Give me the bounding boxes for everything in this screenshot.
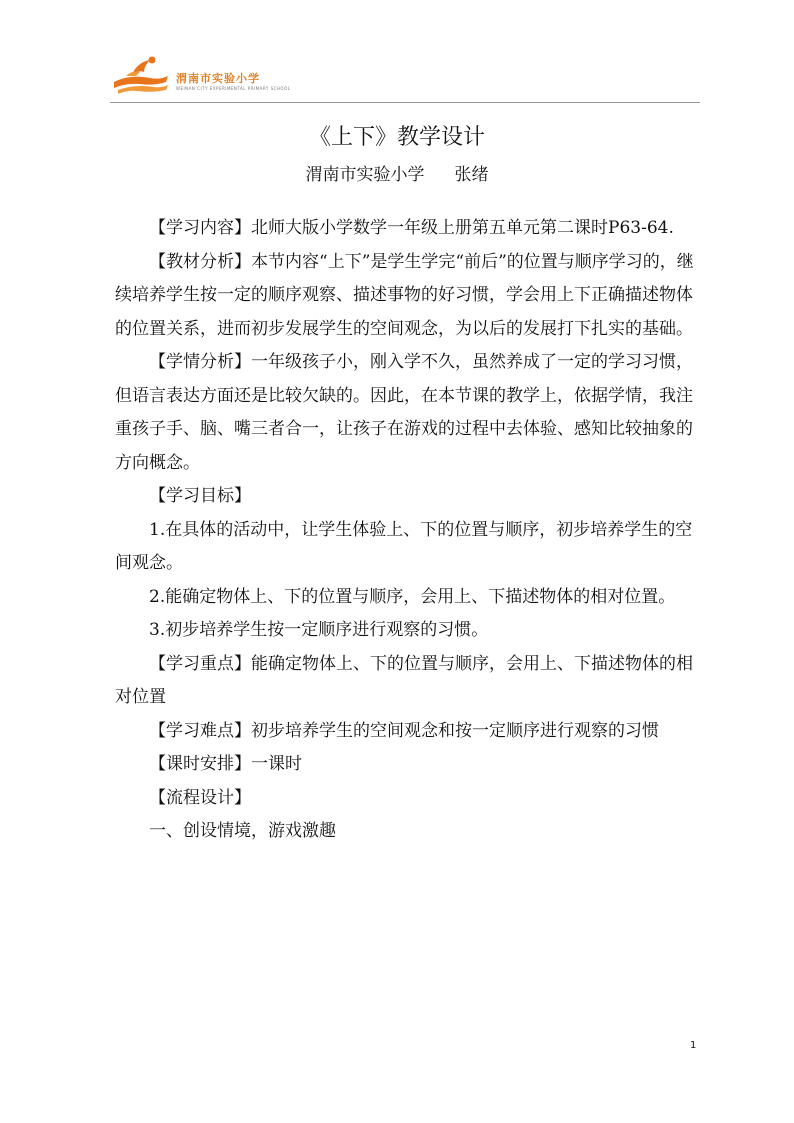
school-logo-icon [110,52,172,98]
step-heading: 一、创设情境，游戏激趣 [149,821,336,841]
section-label: 【学情分析】 [149,352,251,372]
section-text: 初步培养学生的空间观念和按一定顺序进行观察的习惯 [251,720,659,741]
page-title: 《上下》教学设计 [308,125,485,150]
section-learner [115,346,705,480]
author-line [0,160,794,185]
goal-item: 3.初步培养学生按一定顺序进行观察的习惯。 [149,620,489,640]
section-schedule [115,748,705,782]
section-text: 一课时 [251,754,302,774]
page-number: 1 [690,1040,697,1051]
page-header [110,50,700,103]
author-school: 渭南市实验小学 [305,165,425,185]
section-text: 北师大版小学数学一年级上册第五单元第二课时P63-64. [251,218,674,238]
section-difficulty [115,715,705,749]
section-label: 【学习内容】 [149,218,251,238]
document-body [115,212,705,849]
section-label: 【课时安排】 [149,754,251,774]
section-label: 【学习目标】 [149,486,251,506]
section-label: 【学习重点】 [149,653,251,674]
section-label: 【学习难点】 [149,720,251,741]
section-analysis [115,246,705,347]
goal-item: 1.在具体的活动中，让学生体验上、下的位置与顺序，初步培养学生的空间观念。 [115,519,693,573]
school-name-cn: 渭南市实验小学 [176,72,260,85]
section-text: 本节内容“上下”是学生学完“前后”的位置与顺序学习的，继续培养学生按一定的顺序观察、描述事物的好习惯，学会用上下正确描述物体的位置关系，进而初步发展学生的空间观念，为以后的发展打下扎实的基础。 [115,251,694,339]
section-label: 【教材分析】 [149,251,251,272]
section-text: 能确定物体上、下的位置与顺序，会用上、下描述物体的相对位置 [115,653,693,707]
section-flow [115,782,705,816]
section-text: 一年级孩子小，刚入学不久，虽然养成了一定的学习习惯，但语言表达方面还是比较欠缺的。因此，在本节课的教学上，依据学情，我注重孩子手、脑、嘴三者合一，让孩子在游戏的过程中去体验、感知比较抽象的方向概念。 [115,352,693,473]
goal-item: 2.能确定物体上、下的位置与顺序，会用上、下描述物体的相对位置。 [149,586,676,607]
section-key-point [115,648,705,715]
school-name-en: WEINAN CITY EXPERIMENTAL PRIMARY SCHOOL [176,86,291,91]
section-goals [115,480,705,514]
section-content [115,212,705,246]
author-name: 张绪 [454,165,489,185]
section-label: 【流程设计】 [149,787,251,808]
